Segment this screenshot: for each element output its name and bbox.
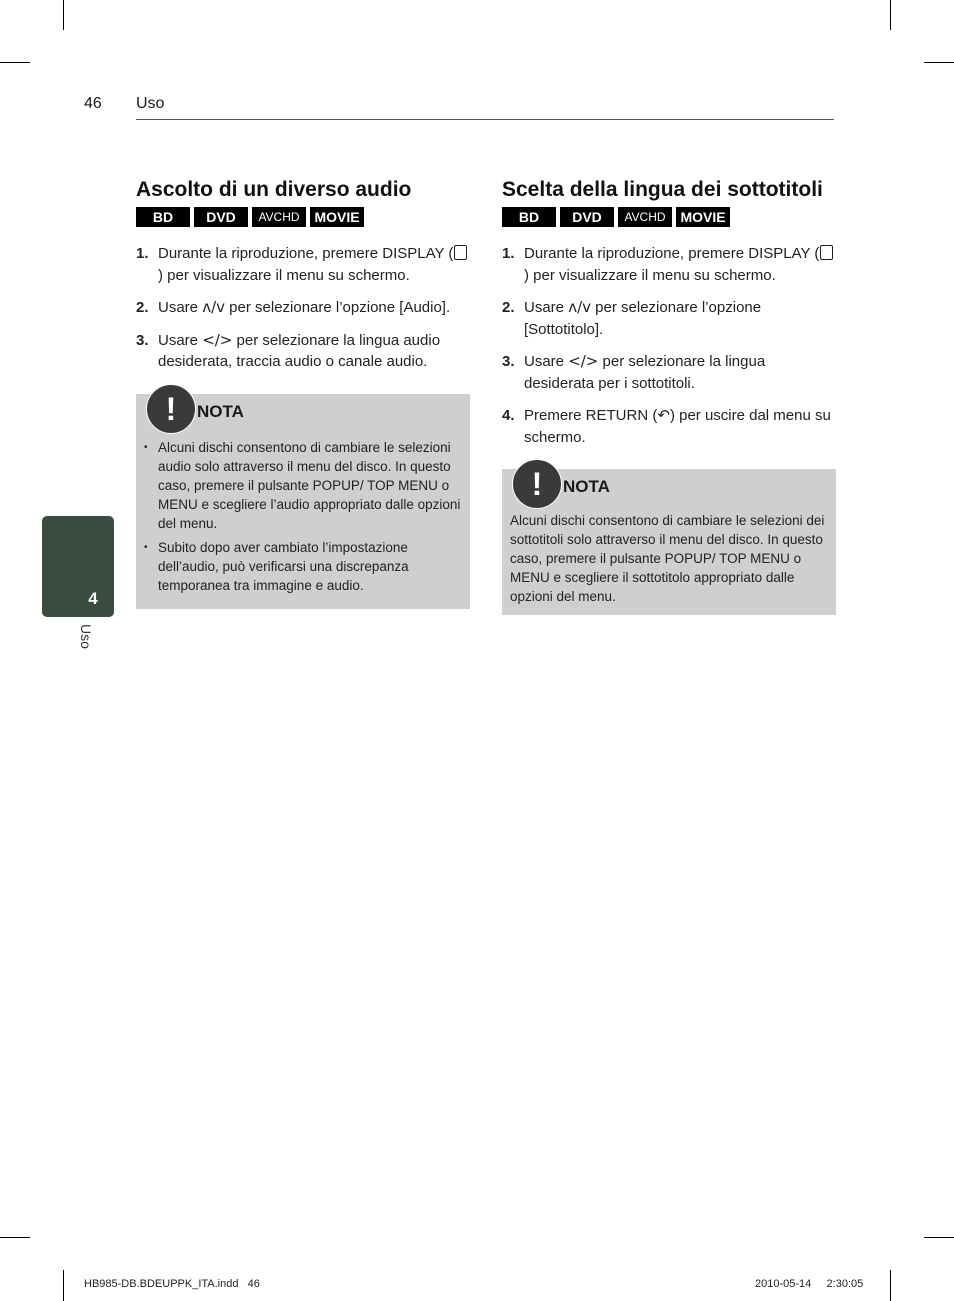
badge-dvd: DVD [194, 207, 248, 227]
page-number: 46 [84, 95, 102, 112]
step: 2. Usare ʌ/v per selezionare l’opzione [Sottotitolo]. [502, 298, 762, 338]
step: 3. Usare </> per selezionare la lingua desiderata per i sottotitoli. [502, 352, 766, 392]
step: 3. Usare </> per selezionare la lingua audio desiderata, traccia audio o canale audio. [136, 330, 441, 370]
footer-datetime: 2010-05-14 2:30:05 [755, 1278, 864, 1290]
crop-mark [924, 62, 954, 63]
chapter-label: Uso [78, 624, 94, 649]
crop-mark [890, 0, 891, 30]
badge-bd: BD [136, 207, 190, 227]
badge-avchd: AVCHD [252, 207, 306, 227]
note-text: Alcuni dischi consentono di cambiare le selezioni dei sottotitoli solo attraverso il menu del disco. In questo caso, premere il pulsante POPUP/ TOP MENU o MENU e scegliere il sottotitolo appropriato dalle opzioni del menu. [510, 513, 825, 604]
crop-mark [890, 1270, 891, 1301]
exclamation-icon: ! [146, 384, 196, 434]
note-item: • Subito dopo aver cambiato l’impostazione dell’audio, può verificarsi una discrepanza temporanea tra immagine e audio. [144, 538, 462, 595]
crop-mark [924, 1237, 954, 1238]
steps-list [502, 243, 836, 448]
step: 1. Durante la riproduzione, premere DISPLAY () per visualizzare il menu su schermo. [136, 243, 470, 286]
step: 4. Premere RETURN (↶) per uscire dal menu su schermo. [502, 406, 831, 446]
display-icon [820, 245, 833, 260]
crop-mark [0, 1237, 30, 1238]
badge-movie: MOVIE [310, 207, 364, 227]
badge-dvd: DVD [560, 207, 614, 227]
badge-movie: MOVIE [676, 207, 730, 227]
crop-mark [63, 0, 64, 30]
running-header: Uso [136, 95, 165, 112]
badge-avchd: AVCHD [618, 207, 672, 227]
footer-filename: HB985-DB.BDEUPPK_ITA.indd 46 [84, 1278, 260, 1290]
exclamation-icon: ! [512, 459, 562, 509]
crop-mark [0, 62, 30, 63]
display-icon [454, 245, 467, 260]
note-box [502, 466, 836, 615]
steps-list [136, 243, 470, 373]
section-title: Ascolto di un diverso audio [136, 178, 412, 201]
badge-bd: BD [502, 207, 556, 227]
disc-badges [502, 207, 836, 227]
step: 1. Durante la riproduzione, premere DISPLAY () per visualizzare il menu su schermo. [502, 243, 836, 286]
step: 2. Usare ʌ/v per selezionare l’opzione [Audio]. [136, 298, 451, 316]
disc-badges [136, 207, 470, 227]
return-icon: ↶ [657, 406, 670, 424]
left-right-arrows-icon: </> [202, 330, 233, 349]
note-item: • Alcuni dischi consentono di cambiare le selezioni audio solo attraverso il menu del disco. In questo caso, premere il pulsante POPUP/ TOP MENU o MENU e scegliere l’audio appropriato dalle opzioni del menu. [144, 438, 462, 533]
crop-mark [63, 1270, 64, 1301]
note-title: NOTA [563, 477, 610, 496]
note-box [136, 390, 470, 609]
up-down-arrows-icon: ʌ/v [202, 298, 225, 316]
up-down-arrows-icon: ʌ/v [568, 298, 591, 316]
left-right-arrows-icon: </> [568, 352, 599, 370]
chapter-number: 4 [88, 589, 98, 608]
chapter-tab [42, 516, 114, 617]
note-list [144, 438, 462, 595]
section-audio [136, 176, 470, 609]
section-subtitles [502, 176, 836, 615]
section-title: Scelta della lingua dei sottotitoli [502, 178, 823, 201]
header-rule [136, 119, 834, 120]
note-title: NOTA [197, 401, 244, 421]
